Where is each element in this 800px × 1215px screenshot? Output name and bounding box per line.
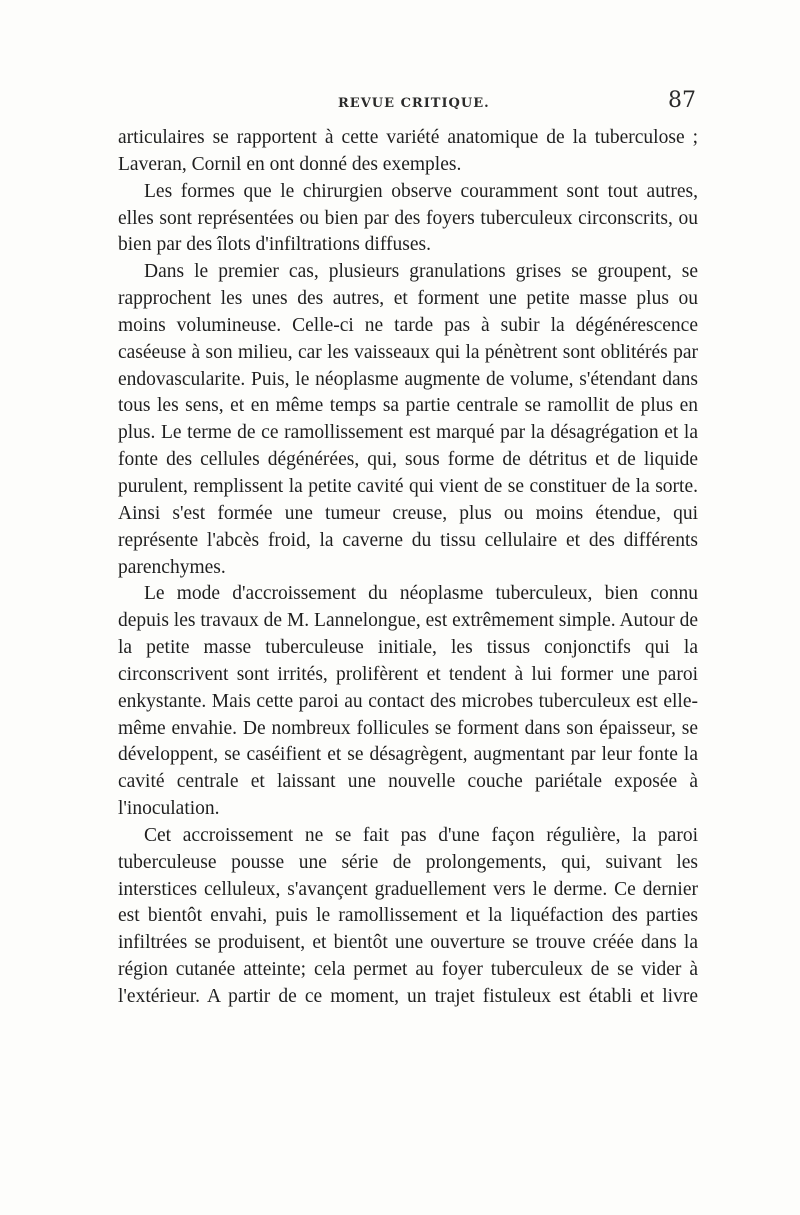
running-head bbox=[118, 88, 698, 118]
paragraph-irregulier: Cet accroissement ne se fait pas d'une façon régulière, la paroi tuberculeuse pousse une série de prolongements, qui, suivant les interstices celluleux, s'avançent graduellement vers le derme. Ce dernier est bientôt envahi, puis le ramollissement et la liquéfaction des parties infiltrées se produisent, et bientôt une ouverture se trouve créée dans la région cutanée atteinte; cela permet au foyer tuberculeux de se vider à l'extérieur. A partir de ce moment, un trajet fistuleux est établi et livre bbox=[118, 824, 698, 1007]
running-title: REVUE CRITIQUE. bbox=[338, 96, 490, 111]
page-number: 87 bbox=[668, 88, 696, 113]
paragraph-formes: Les formes que le chirurgien observe couramment sont tout autres, elles sont représentées ou bien par des foyers tuberculeux circonscrits, ou bien par des îlots d'infiltrations diffuses. bbox=[118, 180, 698, 256]
paragraph-accroissement: Le mode d'accroissement du néoplasme tuberculeux, bien connu depuis les travaux de M. Lannelongue, est extrêmement simple. Autour de la petite masse tuberculeuse initiale, les tissus conjonctifs qui la circonscrivent sont irrités, prolifèrent et tendent à lui former une paroi enkystante. Mais cette paroi au contact des microbes tuberculeux est elle-même envahie. De nombreux follicules se forment dans son épaisseur, se développent, se caséifient et se désagrègent, augmentant par leur fonte la cavité centrale et laissant une nouvelle couche pariétale exposée à l'inoculation. bbox=[118, 583, 698, 820]
paragraph-continuation: articulaires se rapportent à cette variété anatomique de la tuberculose ; Laveran, Cornil en ont donné des exemples. bbox=[118, 127, 698, 175]
paragraph-premier-cas: Dans le premier cas, plusieurs granulations grises se groupent, se rapprochent les unes des autres, et forment une petite masse plus ou moins volumineuse. Celle-ci ne tarde pas à subir la dégénérescence caséeuse à son milieu, car les vaisseaux qui la pénètrent sont oblitérés par endovascularite. Puis, le néoplasme augmente de volume, s'étendant dans tous les sens, et en même temps sa partie centrale se ramollit de plus en plus. Le terme de ce ramollissement est marqué par la désagrégation et la fonte des cellules dégénérées, qui, sous forme de détritus et de liquide purulent, remplissent la petite cavité qui vient de se constituer de la sorte. Ainsi s'est formée une tumeur creuse, plus ou moins étendue, qui représente l'abcès froid, la caverne du tissu cellulaire et des différents parenchymes. bbox=[118, 261, 698, 578]
body-text bbox=[118, 125, 698, 1011]
